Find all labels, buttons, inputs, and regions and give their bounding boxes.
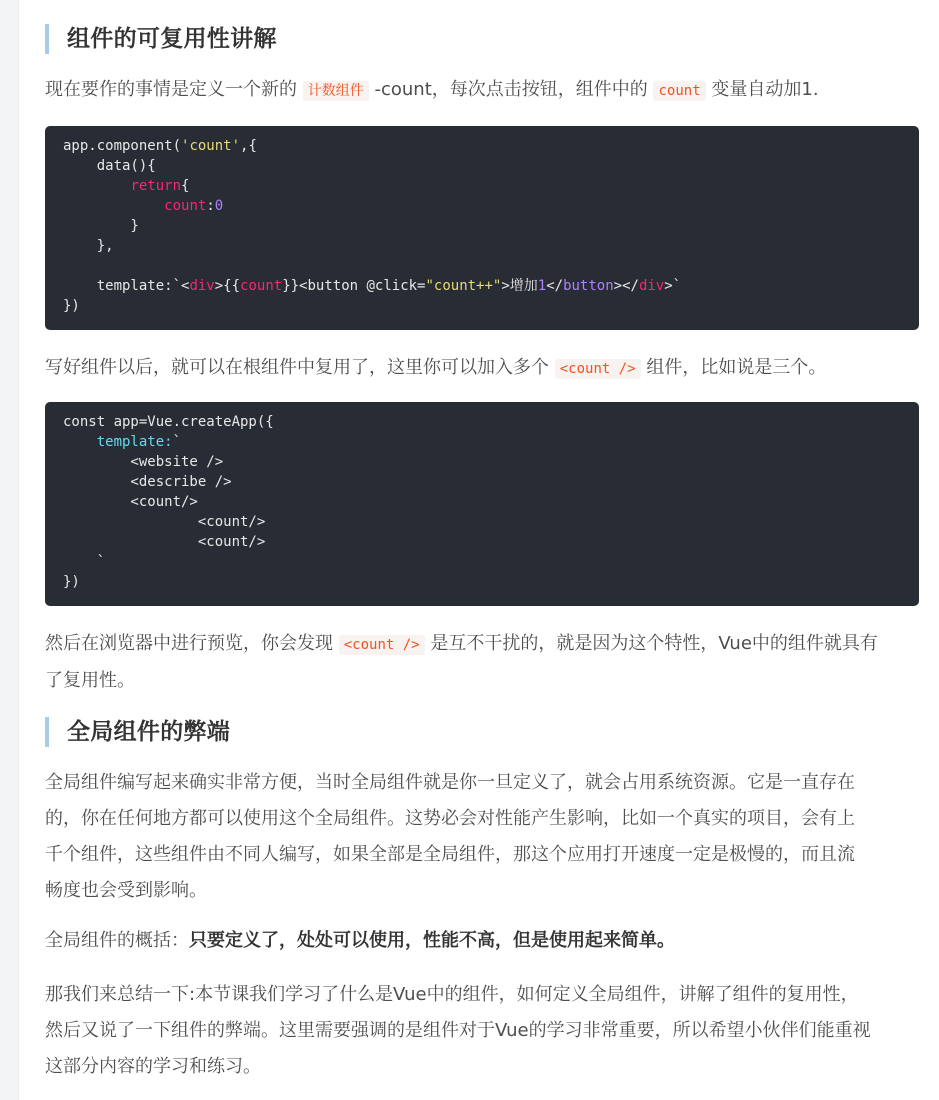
code-line: ` — [63, 554, 106, 570]
drawbacks-line-1: 全局组件编写起来确实非常方便，当时全局组件就是你一旦定义了，就会占用系统资源。它是一直存在 — [45, 772, 855, 793]
code-line: }, — [63, 238, 114, 254]
code-line: } — [63, 218, 139, 234]
inline-code-count-tag-2: <count /> — [339, 635, 425, 655]
conclusion-line-2: 然后又说了一下组件的弊端。这里需要强调的是组件对于Vue的学习非常重要，所以希望小伙伴们能重视 — [45, 1020, 871, 1041]
left-rail — [0, 0, 19, 1100]
conclusion-line-3: 这部分内容的学习和练习。 — [45, 1056, 261, 1077]
preview-paragraph — [45, 626, 920, 699]
intro-text-b: -count，每次点击按钮，组件中的 — [374, 79, 648, 100]
reuse-paragraph — [45, 350, 920, 387]
code-line: }) — [63, 574, 80, 590]
code-line: <describe /> — [63, 474, 232, 490]
drawbacks-paragraph — [45, 765, 920, 909]
inline-code-count-tag: <count /> — [555, 359, 641, 379]
code-block-create-app[interactable] — [45, 402, 919, 606]
reuse-text-b: 组件，比如说是三个。 — [646, 357, 827, 378]
code-line: }) — [63, 298, 80, 314]
code-line: app.component('count',{ — [63, 138, 257, 154]
reuse-text-a: 写好组件以后，就可以在根组件中复用了，这里你可以加入多个 — [45, 357, 549, 378]
section-heading-reusability: 组件的可复用性讲解 — [45, 21, 939, 57]
code-line: count:0 — [164, 198, 224, 214]
intro-paragraph — [45, 72, 920, 109]
summary-bold: 只要定义了，处处可以使用，性能不高，但是使用起来简单。 — [189, 930, 675, 951]
intro-text-c: 变量自动加1. — [711, 79, 819, 100]
inline-code-count: count — [653, 81, 705, 101]
code-line: <website /> — [63, 454, 224, 470]
intro-text-a: 现在要作的事情是定义一个新的 — [45, 79, 297, 100]
conclusion-line-1: 那我们来总结一下:本节课我们学习了什么是Vue中的组件，如何定义全局组件，讲解了组件的复用性， — [45, 984, 859, 1005]
preview-text-c: 了复用性。 — [45, 670, 135, 691]
code-line: <count/> — [63, 494, 198, 510]
drawbacks-line-2: 的，你在任何地方都可以使用这个全局组件。这势必会对性能产生影响，比如一个真实的项目，会有上 — [45, 808, 855, 829]
drawbacks-line-3: 千个组件，这些组件由不同人编写，如果全部是全局组件，那这个应用打开速度一定是极慢的，而且流 — [45, 844, 855, 865]
drawbacks-line-4: 畅度也会受到影响。 — [45, 880, 207, 901]
code-line: <count/> — [63, 534, 266, 550]
code-line: template:`<div>{{count}}<button @click="count++">增加1</button></div>` — [63, 278, 682, 294]
code-line: return{ — [130, 178, 190, 194]
preview-text-b: 是互不干扰的，就是因为这个特性，Vue中的组件就具有 — [430, 633, 878, 654]
summary-label: 全局组件的概括： — [45, 930, 189, 951]
code-line — [63, 256, 901, 276]
code-line: <count/> — [63, 514, 266, 530]
summary-paragraph — [45, 923, 920, 959]
conclusion-paragraph — [45, 977, 920, 1085]
inline-code-counter-component: 计数组件 — [303, 81, 369, 101]
preview-text-a: 然后在浏览器中进行预览，你会发现 — [45, 633, 333, 654]
code-block-component-definition[interactable] — [45, 126, 919, 330]
code-line: data(){ — [63, 158, 156, 174]
code-line: template:` — [96, 434, 182, 450]
section-heading-global-drawbacks: 全局组件的弊端 — [45, 714, 939, 750]
code-line: const app=Vue.createApp({ — [63, 414, 274, 430]
